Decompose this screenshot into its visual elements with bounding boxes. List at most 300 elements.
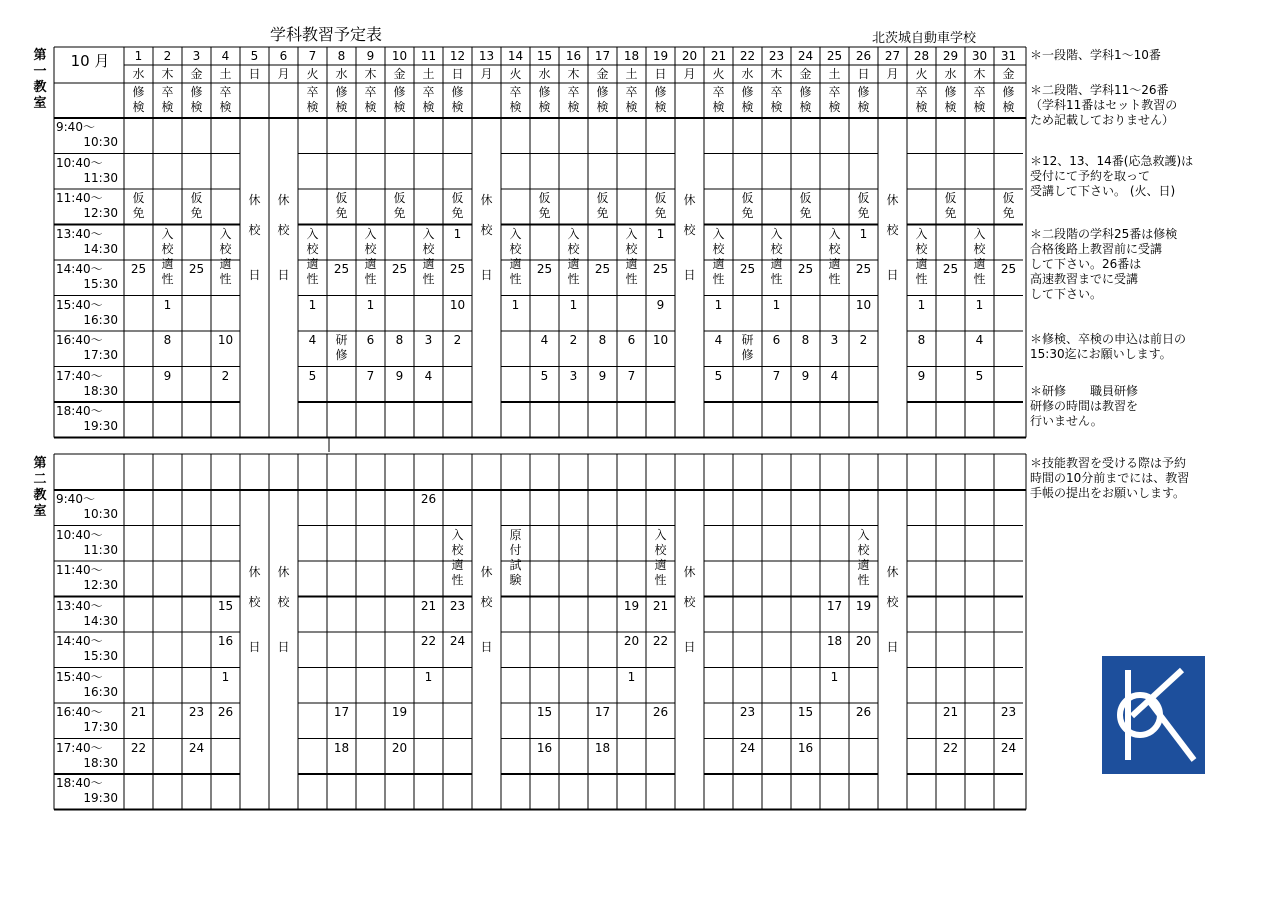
day-number: 1 bbox=[134, 49, 143, 63]
weekday: 土 bbox=[422, 67, 435, 81]
day-number: 31 bbox=[1000, 49, 1017, 63]
room2-time-slot bbox=[56, 599, 124, 629]
weekday: 木 bbox=[161, 67, 174, 81]
room2-cell: 20 bbox=[391, 740, 408, 755]
note-item: ＊二段階の学科25番は修検 合格後路上教習前に受講 して下さい。26番は 高速教習までに受講 して下さい。 bbox=[1030, 227, 1178, 301]
weekday: 水 bbox=[335, 67, 348, 81]
room2-time-slot bbox=[56, 563, 124, 593]
room1-time-slot bbox=[56, 156, 124, 186]
time-end: 12:30 bbox=[83, 578, 118, 592]
day-number: 15 bbox=[536, 49, 553, 63]
room1-cell: 9 bbox=[395, 368, 404, 383]
room2-cell: 17 bbox=[594, 705, 611, 719]
room1-time-slot bbox=[56, 333, 124, 363]
room1-cell: 5 bbox=[714, 368, 723, 383]
room2-cell: 24 bbox=[449, 634, 466, 648]
exam-label: 卒 検 bbox=[770, 85, 783, 114]
day-number: 30 bbox=[971, 49, 988, 63]
room2-cell: 26 bbox=[420, 492, 437, 506]
day-number: 20 bbox=[681, 49, 698, 63]
room1-cell: 3 bbox=[569, 368, 578, 383]
page-title: 学科教習予定表 bbox=[270, 25, 383, 44]
room1-cell: 仮 免 bbox=[596, 191, 609, 220]
room1-cell: 4 bbox=[424, 368, 433, 383]
time-end: 16:30 bbox=[83, 312, 118, 327]
time-start: 17:40～ bbox=[56, 368, 103, 383]
room2-cell: 18 bbox=[333, 740, 350, 755]
exam-label: 修 検 bbox=[132, 85, 145, 114]
exam-label: 修 検 bbox=[857, 85, 870, 114]
room1-cell: 仮 免 bbox=[451, 191, 464, 220]
room1-cell: 仮 免 bbox=[799, 191, 812, 220]
day-number: 7 bbox=[308, 49, 317, 63]
time-end: 12:30 bbox=[83, 206, 118, 220]
room1-cell: 仮 免 bbox=[335, 191, 348, 220]
school-logo bbox=[1102, 656, 1205, 774]
room2-cell: 18 bbox=[594, 740, 611, 755]
room1-cell: 入 校 適 性 bbox=[422, 226, 435, 286]
room2-cell: 20 bbox=[623, 634, 640, 648]
room2-cell: 26 bbox=[217, 705, 234, 719]
room1-cell: 仮 免 bbox=[393, 191, 406, 220]
day-number: 25 bbox=[826, 49, 843, 63]
room1-cell: 仮 免 bbox=[538, 191, 551, 220]
room2-cell: 16 bbox=[797, 740, 814, 755]
room2-cell: 22 bbox=[130, 740, 147, 755]
day-number: 21 bbox=[710, 49, 727, 63]
time-end: 10:30 bbox=[83, 507, 118, 521]
room1-cell: 1 bbox=[569, 297, 578, 312]
time-end: 18:30 bbox=[83, 755, 118, 770]
room2-cell: 15 bbox=[536, 705, 553, 719]
time-start: 9:40～ bbox=[56, 120, 95, 134]
time-end: 14:30 bbox=[83, 241, 118, 256]
room1-cell: 25 bbox=[333, 262, 350, 276]
weekday: 木 bbox=[567, 67, 580, 81]
time-start: 15:40～ bbox=[56, 297, 103, 312]
room1-cell: 入 校 適 性 bbox=[219, 226, 232, 286]
room1-cell: 8 bbox=[917, 333, 926, 347]
weekday: 木 bbox=[364, 67, 377, 81]
room2-cell: 19 bbox=[623, 598, 640, 613]
day-number: 5 bbox=[250, 49, 259, 63]
weekday: 火 bbox=[509, 67, 522, 81]
day-number: 22 bbox=[739, 49, 756, 63]
room2-label: 第 二 教 室 bbox=[33, 456, 47, 519]
room1-cell: 仮 免 bbox=[857, 191, 870, 220]
room1-cell: 6 bbox=[772, 333, 781, 347]
exam-label: 修 検 bbox=[799, 85, 812, 114]
room1-cell: 4 bbox=[830, 368, 839, 383]
room1-cell: 仮 免 bbox=[741, 191, 754, 220]
room1-cell: 仮 免 bbox=[190, 191, 203, 220]
time-end: 17:30 bbox=[83, 720, 118, 734]
weekday: 月 bbox=[683, 67, 696, 81]
exam-label: 卒 検 bbox=[828, 85, 841, 114]
room2-cell: 16 bbox=[536, 740, 553, 755]
room1-cell: 8 bbox=[801, 333, 810, 347]
weekday: 水 bbox=[132, 67, 145, 81]
day-number: 9 bbox=[366, 49, 375, 63]
room2-cell: 入 校 適 性 bbox=[451, 527, 464, 587]
room2-time-slot bbox=[56, 528, 124, 558]
room1-cell: 研 修 bbox=[741, 333, 754, 362]
exam-label: 卒 検 bbox=[306, 85, 319, 114]
day-number: 11 bbox=[420, 49, 437, 63]
exam-label: 卒 検 bbox=[161, 85, 174, 114]
room1-cell: 1 bbox=[453, 226, 462, 241]
room1-cell: 8 bbox=[395, 333, 404, 347]
room1-cell: 1 bbox=[772, 297, 781, 312]
note-item: ＊12、13、14番(応急救護)は 受付にて予約を取って 受講して下さい。 (火、日) bbox=[1030, 154, 1194, 198]
room2-cell: 1 bbox=[424, 669, 433, 684]
room2-cell: 21 bbox=[130, 705, 147, 719]
exam-label: 卒 検 bbox=[422, 85, 435, 114]
room1-cell: 入 校 適 性 bbox=[306, 226, 319, 286]
time-start: 18:40～ bbox=[56, 404, 103, 418]
weekday: 金 bbox=[190, 67, 203, 81]
time-end: 11:30 bbox=[83, 170, 118, 185]
room1-cell: 3 bbox=[424, 333, 433, 347]
room1-cell: 5 bbox=[308, 368, 317, 383]
room1-cell: 入 校 適 性 bbox=[770, 226, 783, 286]
room2-time-slot bbox=[56, 705, 124, 735]
time-end: 16:30 bbox=[83, 684, 118, 699]
weekday: 水 bbox=[944, 67, 957, 81]
closed-day-label: 休 校 日 bbox=[248, 193, 261, 282]
time-start: 10:40～ bbox=[56, 527, 103, 542]
room1-cell: 9 bbox=[656, 297, 665, 312]
exam-label: 卒 検 bbox=[712, 85, 725, 114]
note-item: ＊研修 職員研修 研修の時間は教習を 行いません。 bbox=[1030, 384, 1139, 428]
closed-day-label: 休 校 日 bbox=[277, 565, 290, 654]
exam-label: 修 検 bbox=[335, 85, 348, 114]
weekday: 日 bbox=[654, 67, 667, 81]
room1-time-slot bbox=[56, 227, 124, 257]
time-start: 9:40～ bbox=[56, 492, 95, 506]
room1-cell: 入 校 適 性 bbox=[915, 226, 928, 286]
room1-cell: 25 bbox=[739, 262, 756, 276]
exam-label: 修 検 bbox=[538, 85, 551, 114]
room2-cell: 16 bbox=[217, 634, 234, 648]
note-item: ＊修検、卒検の申込は前日の 15:30迄にお願いします。 bbox=[1030, 332, 1187, 361]
room1-cell: 仮 免 bbox=[944, 191, 957, 220]
weekday: 土 bbox=[219, 67, 232, 81]
room2-cell: 20 bbox=[855, 634, 872, 648]
room2-cell: 23 bbox=[188, 705, 205, 719]
weekday: 日 bbox=[451, 67, 464, 81]
room2-cell: 17 bbox=[333, 705, 350, 719]
room2-time-slot bbox=[56, 776, 124, 806]
time-end: 19:30 bbox=[83, 419, 118, 433]
closed-day-label: 休 校 日 bbox=[886, 193, 899, 282]
weekday: 月 bbox=[480, 67, 493, 81]
room1-cell: 3 bbox=[830, 333, 839, 347]
room1-cell: 9 bbox=[598, 368, 607, 383]
time-end: 10:30 bbox=[83, 135, 118, 149]
note-item: ＊一段階、学科1～10番 bbox=[1030, 48, 1161, 62]
room1-cell: 25 bbox=[449, 262, 466, 276]
day-number: 19 bbox=[652, 49, 669, 63]
day-number: 13 bbox=[478, 49, 495, 63]
room2-time-slot bbox=[56, 670, 124, 700]
room1-cell: 仮 免 bbox=[132, 191, 145, 220]
weekday: 木 bbox=[973, 67, 986, 81]
exam-label: 修 検 bbox=[393, 85, 406, 114]
time-start: 16:40～ bbox=[56, 705, 103, 719]
room2-cell: 入 校 適 性 bbox=[857, 527, 870, 587]
room1-time-slot bbox=[56, 191, 124, 221]
room1-cell: 10 bbox=[449, 297, 466, 312]
room1-label: 第 一 教 室 bbox=[33, 48, 47, 111]
room1-cell: 1 bbox=[366, 297, 375, 312]
day-number: 18 bbox=[623, 49, 640, 63]
room1-cell: 8 bbox=[163, 333, 172, 347]
weekday: 金 bbox=[393, 67, 406, 81]
weekday: 水 bbox=[538, 67, 551, 81]
room1-cell: 25 bbox=[1000, 262, 1017, 276]
time-start: 14:40～ bbox=[56, 634, 103, 648]
room1-cell: 1 bbox=[308, 297, 317, 312]
day-number: 8 bbox=[337, 49, 346, 63]
room1-cell: 2 bbox=[859, 333, 868, 347]
room1-cell: 入 校 適 性 bbox=[509, 226, 522, 286]
room1-cell: 入 校 適 性 bbox=[161, 226, 174, 286]
exam-label: 修 検 bbox=[190, 85, 203, 114]
exam-label: 卒 検 bbox=[364, 85, 377, 114]
time-start: 16:40～ bbox=[56, 333, 103, 347]
room1-time-slot bbox=[56, 404, 124, 434]
weekday: 水 bbox=[741, 67, 754, 81]
room2-cell: 18 bbox=[826, 634, 843, 648]
room1-cell: 7 bbox=[772, 368, 781, 383]
time-end: 15:30 bbox=[83, 277, 118, 291]
closed-day-label: 休 校 日 bbox=[480, 193, 493, 282]
room2-cell: 22 bbox=[420, 634, 437, 648]
room2-cell: 15 bbox=[797, 705, 814, 719]
room2-cell: 26 bbox=[652, 705, 669, 719]
room1-cell: 1 bbox=[859, 226, 868, 241]
room2-cell: 21 bbox=[652, 598, 669, 613]
weekday: 火 bbox=[306, 67, 319, 81]
room1-cell: 2 bbox=[453, 333, 462, 347]
room1-cell: 4 bbox=[308, 333, 317, 347]
room2-cell: 19 bbox=[855, 598, 872, 613]
room2-cell: 23 bbox=[449, 598, 466, 613]
room2-cell: 19 bbox=[391, 705, 408, 719]
room1-time-slot bbox=[56, 298, 124, 328]
room1-cell: 7 bbox=[366, 368, 375, 383]
room1-cell: 1 bbox=[714, 297, 723, 312]
room2-cell: 入 校 適 性 bbox=[654, 527, 667, 587]
k-logo-icon bbox=[1102, 656, 1205, 774]
time-start: 13:40～ bbox=[56, 226, 103, 241]
room2-cell: 26 bbox=[855, 705, 872, 719]
time-end: 19:30 bbox=[83, 791, 118, 805]
exam-label: 修 検 bbox=[596, 85, 609, 114]
room1-cell: 10 bbox=[855, 297, 872, 312]
room1-cell: 25 bbox=[391, 262, 408, 276]
month-label: 10 月 bbox=[70, 52, 110, 70]
exam-label: 卒 検 bbox=[973, 85, 986, 114]
room1-cell: 1 bbox=[656, 226, 665, 241]
room1-time-slot bbox=[56, 120, 124, 150]
exam-label: 卒 検 bbox=[509, 85, 522, 114]
weekday: 金 bbox=[596, 67, 609, 81]
room1-cell: 6 bbox=[366, 333, 375, 347]
room1-time-slot bbox=[56, 262, 124, 292]
room1-cell: 1 bbox=[163, 297, 172, 312]
room1-cell: 4 bbox=[714, 333, 723, 347]
room1-cell: 25 bbox=[130, 262, 147, 276]
time-start: 15:40～ bbox=[56, 669, 103, 684]
closed-day-label: 休 校 日 bbox=[683, 565, 696, 654]
day-number: 10 bbox=[391, 49, 408, 63]
day-number: 17 bbox=[594, 49, 611, 63]
time-end: 18:30 bbox=[83, 383, 118, 398]
room1-cell: 8 bbox=[598, 333, 607, 347]
room1-cell: 1 bbox=[511, 297, 520, 312]
exam-label: 卒 検 bbox=[915, 85, 928, 114]
time-end: 15:30 bbox=[83, 649, 118, 663]
weekday: 火 bbox=[915, 67, 928, 81]
time-start: 11:40～ bbox=[56, 191, 103, 205]
room2-cell: 24 bbox=[739, 740, 756, 755]
exam-label: 卒 検 bbox=[219, 85, 232, 114]
day-number: 3 bbox=[192, 49, 201, 63]
room1-cell: 25 bbox=[594, 262, 611, 276]
day-number: 14 bbox=[507, 49, 524, 63]
room2-cell: 24 bbox=[188, 740, 205, 755]
room1-cell: 入 校 適 性 bbox=[712, 226, 725, 286]
time-end: 14:30 bbox=[83, 613, 118, 628]
weekday: 日 bbox=[248, 67, 261, 81]
room1-cell: 2 bbox=[569, 333, 578, 347]
closed-day-label: 休 校 日 bbox=[248, 565, 261, 654]
room1-cell: 入 校 適 性 bbox=[973, 226, 986, 286]
room1-cell: 1 bbox=[975, 297, 984, 312]
weekday: 金 bbox=[799, 67, 812, 81]
room1-cell: 7 bbox=[627, 368, 636, 383]
room1-cell: 5 bbox=[975, 368, 984, 383]
day-number: 28 bbox=[913, 49, 930, 63]
room1-cell: 10 bbox=[652, 333, 669, 347]
room1-cell: 入 校 適 性 bbox=[567, 226, 580, 286]
weekday: 土 bbox=[828, 67, 841, 81]
time-start: 10:40～ bbox=[56, 155, 103, 170]
room2-cell: 23 bbox=[1000, 705, 1017, 719]
room2-time-slot bbox=[56, 492, 124, 522]
room1-cell: 25 bbox=[536, 262, 553, 276]
closed-day-label: 休 校 日 bbox=[480, 565, 493, 654]
room1-time-slot bbox=[56, 369, 124, 399]
room1-cell: 1 bbox=[917, 297, 926, 312]
room1-cell: 入 校 適 性 bbox=[625, 226, 638, 286]
day-number: 23 bbox=[768, 49, 785, 63]
exam-label: 修 検 bbox=[741, 85, 754, 114]
room1-cell: 入 校 適 性 bbox=[828, 226, 841, 286]
note-item: ＊技能教習を受ける際は予約 時間の10分前までには、教習 手帳の提出をお願いします。 bbox=[1030, 456, 1190, 500]
room1-cell: 4 bbox=[540, 333, 549, 347]
room1-cell: 4 bbox=[975, 333, 984, 347]
time-start: 18:40～ bbox=[56, 776, 103, 790]
room1-cell: 25 bbox=[942, 262, 959, 276]
room1-cell: 25 bbox=[188, 262, 205, 276]
room1-cell: 5 bbox=[540, 368, 549, 383]
room2-cell: 21 bbox=[942, 705, 959, 719]
room1-cell: 仮 免 bbox=[654, 191, 667, 220]
weekday: 日 bbox=[857, 67, 870, 81]
time-start: 17:40～ bbox=[56, 740, 103, 755]
weekday: 月 bbox=[277, 67, 290, 81]
weekday: 月 bbox=[886, 67, 899, 81]
closed-day-label: 休 校 日 bbox=[277, 193, 290, 282]
weekday: 火 bbox=[712, 67, 725, 81]
note-item: ＊二段階、学科11～26番 （学科11番はセット教習の ため記載しておりません） bbox=[1030, 83, 1178, 127]
room2-cell: 21 bbox=[420, 598, 437, 613]
exam-label: 修 検 bbox=[1002, 85, 1015, 114]
room1-cell: 仮 免 bbox=[1002, 191, 1015, 220]
room2-cell: 原 付 試 験 bbox=[509, 527, 522, 587]
day-number: 29 bbox=[942, 49, 959, 63]
room2-cell: 24 bbox=[1000, 740, 1017, 755]
room2-time-slot bbox=[56, 741, 124, 771]
room1-cell: 6 bbox=[627, 333, 636, 347]
exam-label: 修 検 bbox=[451, 85, 464, 114]
exam-label: 修 検 bbox=[654, 85, 667, 114]
room1-cell: 25 bbox=[652, 262, 669, 276]
room1-cell: 9 bbox=[163, 368, 172, 383]
time-start: 11:40～ bbox=[56, 563, 103, 577]
room2-cell: 15 bbox=[217, 598, 234, 613]
closed-day-label: 休 校 日 bbox=[886, 565, 899, 654]
room1-cell: 25 bbox=[797, 262, 814, 276]
room2-cell: 1 bbox=[221, 669, 230, 684]
room2-cell: 22 bbox=[942, 740, 959, 755]
room1-cell: 9 bbox=[917, 368, 926, 383]
room2-cell: 17 bbox=[826, 598, 843, 613]
day-number: 26 bbox=[855, 49, 872, 63]
weekday: 金 bbox=[1002, 67, 1015, 81]
day-number: 6 bbox=[279, 49, 288, 63]
room1-cell: 25 bbox=[855, 262, 872, 276]
room1-cell: 2 bbox=[221, 368, 230, 383]
day-number: 24 bbox=[797, 49, 814, 63]
room1-cell: 入 校 適 性 bbox=[364, 226, 377, 286]
room2-cell: 1 bbox=[830, 669, 839, 684]
room2-time-slot bbox=[56, 634, 124, 664]
time-end: 11:30 bbox=[83, 542, 118, 557]
time-start: 14:40～ bbox=[56, 262, 103, 276]
time-start: 13:40～ bbox=[56, 598, 103, 613]
day-number: 16 bbox=[565, 49, 582, 63]
room2-cell: 23 bbox=[739, 705, 756, 719]
exam-label: 卒 検 bbox=[625, 85, 638, 114]
room2-cell: 22 bbox=[652, 634, 669, 648]
room1-cell: 研 修 bbox=[335, 333, 348, 362]
day-number: 2 bbox=[163, 49, 172, 63]
exam-label: 修 検 bbox=[944, 85, 957, 114]
time-end: 17:30 bbox=[83, 348, 118, 362]
weekday: 土 bbox=[625, 67, 638, 81]
day-number: 27 bbox=[884, 49, 901, 63]
room1-cell: 10 bbox=[217, 333, 234, 347]
school-name: 北茨城自動車学校 bbox=[872, 31, 977, 46]
room2-cell: 1 bbox=[627, 669, 636, 684]
weekday: 木 bbox=[770, 67, 783, 81]
day-number: 12 bbox=[449, 49, 466, 63]
room1-cell: 9 bbox=[801, 368, 810, 383]
